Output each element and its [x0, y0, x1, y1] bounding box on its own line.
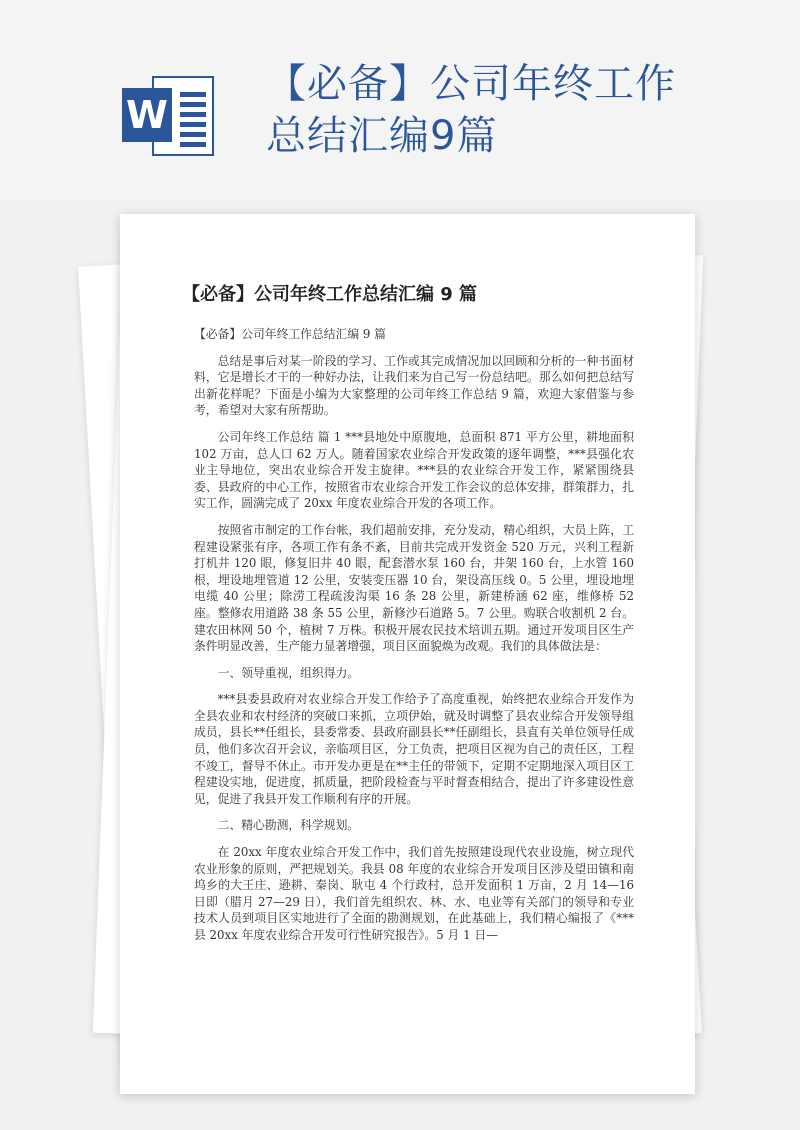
word-document-icon [122, 70, 214, 162]
word-badge: W [122, 88, 172, 142]
paragraph-achievements: 按照省市制定的工作台帐，我们超前安排，充分发动，精心组织，大员上阵，工程建设紧张有序，各项工作有条不紊，目前共完成开发资金 520 万元，兴利工程新打机井 120 眼，修复旧井 40 眼，配套潜水泵 160 台，井架 160 台，上水管 160 根，埋设地埋管道 12 公里，安装变压器 10 台，架设高压线 0。5 公里，埋设地埋电缆 40 公里；除涝工程疏浚沟渠 16 条 28 公里，新建桥涵 62 座，维修桥 52 座。整修农用道路 38 条 55 公里，新修沙石道路 5。7 公里。购联合收割机 2 台。建农田林网 50 个，植树 7 万株。积极开展农民技术培训五期。通过开发项目区生产条件明显改善，生产能力显著增强，项目区面貌焕为改观。我们的具体做法是： [194, 522, 634, 654]
page-title [266, 58, 766, 162]
page-title-line1: 【必备】公司年终工作 [266, 61, 676, 107]
paragraph-intro: 总结是事后对某一阶段的学习、工作或其完成情况加以回顾和分析的一种书面材料，它是增长才干的一种好办法，让我们来为自己写一份总结吧。那么如何把总结写出新花样呢？下面是小编为大家整理的公司年终工作总结 9 篇，欢迎大家借鉴与参考，希望对大家有所帮助。 [194, 353, 634, 418]
document-title: 【必备】公司年终工作总结汇编 9 篇 [182, 284, 478, 305]
paragraph-summary-1: 公司年终工作总结 篇 1 ***县地处中原腹地，总面积 871 平方公里，耕地面积 102 万亩，总人口 62 万人。随着国家农业综合开发政策的逐年调整，***县强化农业主导地位，突出农业综合开发主旋律。***县的农业综合开发工作，紧紧围绕县委、县政府的中心工作，按照省市农业综合开发工作会议的总体安排，群策群力，扎实工作，圆满完成了 20xx 年度农业综合开发的各项工作。 [194, 429, 634, 511]
document-page [120, 214, 695, 1094]
document-subtitle: 【必备】公司年终工作总结汇编 9 篇 [194, 327, 386, 341]
section-heading-1: 一、领导重视，组织得力。 [217, 665, 360, 680]
paragraph-planning: 在 20xx 年度农业综合开发工作中，我们首先按照建设现代农业设施，树立现代农业形象的原则，严把规划关。我县 08 年度的农业综合开发项目区涉及望田镇和南坞乡的大王庄、逊耕、秦岗、耿屯 4 个行政村，总开发面积 1 万亩，2 月 14—16 日即（腊月 27—29 日），我们首先组织农、林、水、电业等有关部门的领导和专业技术人员到项目区实地进行了全面的勘测规划，在此基础上，我们精心编报了《***县 20xx 年度农业综合开发可行性研究报告》。5 月 1 日— [194, 845, 634, 942]
section-heading-2: 二、精心勘测，科学规划。 [217, 818, 360, 833]
paragraph-leadership: ***县委县政府对农业综合开发工作给予了高度重视，始终把农业综合开发作为全县农业和农村经济的突破口来抓，立项伊始，就及时调整了县农业综合开发领导组成员，县长**任组长，县委常委、县政府副县长**任副组长，县直有关单位领导任成员，他们多次召开会议，亲临项目区，分工负责，把项目区视为自己的责任区，工程不竣工，督导不休止。市开发办更是在**主任的带领下，定期不定期地深入项目区工程建设实地，促进度，抓质量，把阶段检查与平时督查相结合，提出了许多建设性意见，促进了我县开发工作顺利有序的开展。 [194, 692, 634, 806]
document-body [194, 326, 634, 954]
page-title-line2: 总结汇编9篇 [266, 113, 498, 159]
